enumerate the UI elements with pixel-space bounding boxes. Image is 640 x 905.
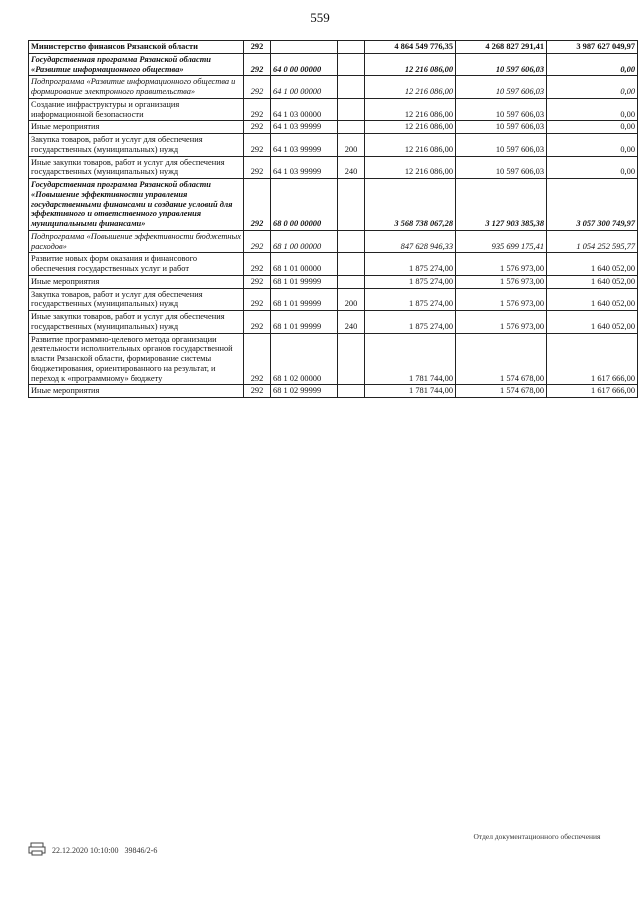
row-sum-2023: 3 057 300 749,97	[547, 179, 638, 231]
row-expense-type	[338, 253, 365, 276]
row-sum-2023: 1 617 666,00	[547, 333, 638, 385]
row-name: Подпрограмма «Повышение эффективности бюджетных расходов»	[29, 230, 244, 253]
row-target-article: 64 1 03 99999	[271, 121, 338, 134]
row-sum-2023: 3 987 627 049,97	[547, 41, 638, 54]
row-sum-2023: 0,00	[547, 53, 638, 76]
row-sum-2021: 1 875 274,00	[365, 275, 456, 288]
row-sum-2022: 10 597 606,03	[456, 98, 547, 121]
row-sum-2023: 0,00	[547, 134, 638, 157]
row-sum-2022: 3 127 903 385,38	[456, 179, 547, 231]
row-target-article: 68 1 02 99999	[271, 385, 338, 398]
row-target-article: 64 1 03 99999	[271, 156, 338, 179]
row-expense-type: 240	[338, 156, 365, 179]
row-target-article: 68 1 02 00000	[271, 333, 338, 385]
row-department-code: 292	[244, 134, 271, 157]
table-row	[29, 253, 638, 276]
row-sum-2022: 1 576 973,00	[456, 275, 547, 288]
row-sum-2022: 10 597 606,03	[456, 134, 547, 157]
row-name: Иные закупки товаров, работ и услуг для обеспечения государственных (муниципальных) нужд	[29, 311, 244, 334]
row-expense-type	[338, 53, 365, 76]
table-row	[29, 275, 638, 288]
row-sum-2022: 10 597 606,03	[456, 156, 547, 179]
row-sum-2023: 1 640 052,00	[547, 275, 638, 288]
table-row	[29, 179, 638, 231]
row-expense-type: 240	[338, 311, 365, 334]
row-department-code: 292	[244, 385, 271, 398]
row-sum-2021: 3 568 738 067,28	[365, 179, 456, 231]
row-expense-type	[338, 41, 365, 54]
row-target-article: 68 1 01 99999	[271, 311, 338, 334]
row-name: Иные мероприятия	[29, 385, 244, 398]
row-sum-2021: 12 216 086,00	[365, 121, 456, 134]
row-sum-2021: 12 216 086,00	[365, 134, 456, 157]
table-row	[29, 98, 638, 121]
row-name: Создание инфраструктуры и организация информационной безопасности	[29, 98, 244, 121]
row-name: Развитие новых форм оказания и финансового обеспечения государственных услуг и работ	[29, 253, 244, 276]
row-sum-2021: 1 875 274,00	[365, 253, 456, 276]
row-target-article: 64 0 00 00000	[271, 53, 338, 76]
table-row	[29, 311, 638, 334]
row-department-code: 292	[244, 41, 271, 54]
row-name: Закупка товаров, работ и услуг для обеспечения государственных (муниципальных) нужд	[29, 288, 244, 311]
row-department-code: 292	[244, 253, 271, 276]
row-expense-type	[338, 98, 365, 121]
row-sum-2023: 0,00	[547, 156, 638, 179]
row-sum-2022: 10 597 606,03	[456, 53, 547, 76]
table-row	[29, 288, 638, 311]
row-target-article: 68 1 00 00000	[271, 230, 338, 253]
row-sum-2023: 0,00	[547, 76, 638, 99]
row-name: Закупка товаров, работ и услуг для обеспечения государственных (муниципальных) нужд	[29, 134, 244, 157]
row-sum-2023: 0,00	[547, 121, 638, 134]
budget-table-container	[28, 40, 635, 398]
row-department-code: 292	[244, 53, 271, 76]
row-name: Иные мероприятия	[29, 121, 244, 134]
row-sum-2023: 1 640 052,00	[547, 253, 638, 276]
table-row	[29, 121, 638, 134]
row-department-code: 292	[244, 275, 271, 288]
row-sum-2022: 1 574 678,00	[456, 333, 547, 385]
row-name: Развитие программно-целевого метода организации деятельности исполнительных органов государственной власти Рязанской области, формирование системы бюджетирования, ориентированного на результат, и переход к «программному» бюджету	[29, 333, 244, 385]
row-department-code: 292	[244, 311, 271, 334]
row-target-article: 68 1 01 00000	[271, 253, 338, 276]
row-sum-2023: 1 054 252 595,77	[547, 230, 638, 253]
budget-table	[28, 40, 638, 398]
row-sum-2022: 935 699 175,41	[456, 230, 547, 253]
row-expense-type	[338, 76, 365, 99]
row-sum-2021: 12 216 086,00	[365, 156, 456, 179]
row-sum-2021: 12 216 086,00	[365, 98, 456, 121]
row-sum-2022: 10 597 606,03	[456, 121, 547, 134]
footer-department: Отдел документационного обеспечения	[473, 832, 601, 841]
row-department-code: 292	[244, 121, 271, 134]
printer-stamp-icon	[28, 842, 46, 858]
row-name: Подпрограмма «Развитие информационного общества и формирование электронного правительства»	[29, 76, 244, 99]
row-target-article: 64 1 00 00000	[271, 76, 338, 99]
row-sum-2023: 1 640 052,00	[547, 311, 638, 334]
table-row	[29, 156, 638, 179]
row-name: Государственная программа Рязанской области «Повышение эффективности управления государственными финансами и создание условий для эффективного и ответственного управления муниципальными финансами»	[29, 179, 244, 231]
row-name: Иные мероприятия	[29, 275, 244, 288]
table-row	[29, 333, 638, 385]
row-department-code: 292	[244, 98, 271, 121]
row-department-code: 292	[244, 179, 271, 231]
row-expense-type	[338, 333, 365, 385]
table-row	[29, 41, 638, 54]
row-expense-type: 200	[338, 134, 365, 157]
row-department-code: 292	[244, 333, 271, 385]
row-sum-2022: 1 576 973,00	[456, 253, 547, 276]
row-sum-2022: 4 268 827 291,41	[456, 41, 547, 54]
row-department-code: 292	[244, 76, 271, 99]
row-name: Министерство финансов Рязанской области	[29, 41, 244, 54]
row-expense-type	[338, 230, 365, 253]
row-sum-2021: 1 875 274,00	[365, 288, 456, 311]
table-row	[29, 385, 638, 398]
row-target-article: 64 1 03 99999	[271, 134, 338, 157]
row-expense-type	[338, 179, 365, 231]
row-expense-type	[338, 121, 365, 134]
row-sum-2021: 12 216 086,00	[365, 76, 456, 99]
row-sum-2023: 0,00	[547, 98, 638, 121]
row-sum-2021: 1 781 744,00	[365, 333, 456, 385]
row-sum-2022: 1 576 973,00	[456, 288, 547, 311]
row-target-article: 64 1 03 00000	[271, 98, 338, 121]
row-sum-2022: 1 574 678,00	[456, 385, 547, 398]
row-target-article: 68 0 00 00000	[271, 179, 338, 231]
footer-document-id: 39846/2-6	[124, 845, 158, 855]
row-sum-2021: 1 875 274,00	[365, 311, 456, 334]
table-row	[29, 230, 638, 253]
row-sum-2021: 4 864 549 776,35	[365, 41, 456, 54]
row-sum-2022: 1 576 973,00	[456, 311, 547, 334]
row-department-code: 292	[244, 230, 271, 253]
page-number: 559	[310, 10, 330, 25]
row-target-article	[271, 41, 338, 54]
row-expense-type	[338, 385, 365, 398]
row-name: Государственная программа Рязанской области «Развитие информационного общества»	[29, 53, 244, 76]
row-sum-2021: 12 216 086,00	[365, 53, 456, 76]
table-row	[29, 53, 638, 76]
row-sum-2021: 1 781 744,00	[365, 385, 456, 398]
row-sum-2023: 1 617 666,00	[547, 385, 638, 398]
row-expense-type: 200	[338, 288, 365, 311]
footer-timestamp: 22.12.2020 10:10:00	[52, 845, 119, 855]
table-row	[29, 134, 638, 157]
row-expense-type	[338, 275, 365, 288]
row-department-code: 292	[244, 156, 271, 179]
row-department-code: 292	[244, 288, 271, 311]
row-name: Иные закупки товаров, работ и услуг для обеспечения государственных (муниципальных) нужд	[29, 156, 244, 179]
row-sum-2021: 847 628 946,33	[365, 230, 456, 253]
row-sum-2022: 10 597 606,03	[456, 76, 547, 99]
footer-registration	[28, 842, 157, 858]
table-row	[29, 76, 638, 99]
row-target-article: 68 1 01 99999	[271, 275, 338, 288]
row-sum-2023: 1 640 052,00	[547, 288, 638, 311]
row-target-article: 68 1 01 99999	[271, 288, 338, 311]
